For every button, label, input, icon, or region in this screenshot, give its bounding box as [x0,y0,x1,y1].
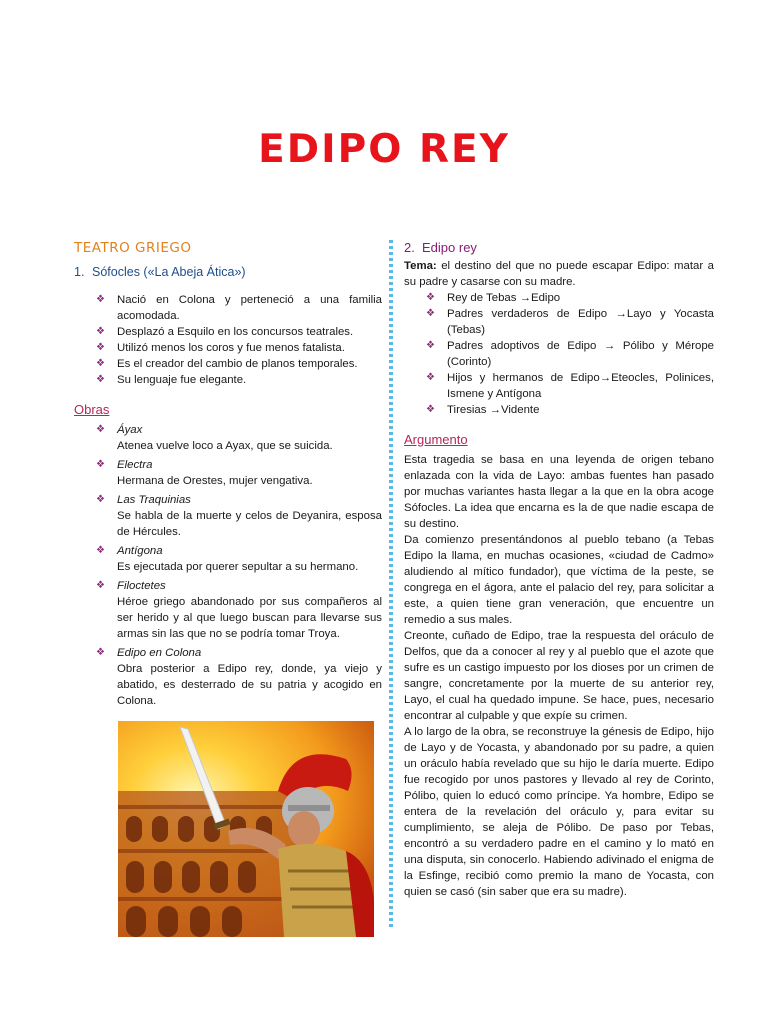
argumento-paragraph: Creonte, cuñado de Edipo, trae la respuesta del oráculo de Delfos, que da a conocer al rey y al pueblo que el azote que sufre es un castigo impuesto por los dioses por un crimen de sangre, concretamente por la muerte de su anterior rey, Layo, el cual ha quedado impune. Se hace, pues, necesario encontrar al culpable y que expíe su crimen. [404,630,714,722]
diamond-bullet-icon: ❖ [96,647,105,658]
list-item [74,457,382,473]
list-item [74,543,382,559]
diamond-bullet-icon: ❖ [96,358,105,369]
list-item [74,578,382,594]
tema-text: el destino del que no puede escapar Edipo: matar a su padre y casarse con su madre. [404,260,714,288]
diamond-bullet-icon: ❖ [426,292,435,303]
list-item: ❖ Tiresias →Vidente [426,404,540,416]
heading-text: Edipo rey [422,240,477,255]
argumento-body [404,452,714,900]
roman-soldier-colosseum-illustration [118,721,374,937]
work-title: Edipo en Colona [117,647,202,659]
subsection-title-obras: Obras [74,402,110,417]
edipo-bullet-list [404,290,714,418]
work-title: Filoctetes [117,580,166,592]
page-title: EDIPO REY [258,127,510,172]
diamond-bullet-icon: ❖ [96,580,105,591]
work-description: Atenea vuelve loco a Ayax, que se suicida. [117,440,333,452]
section-title-teatro-griego: TEATRO GRIEGO [74,240,192,256]
list-item: ❖ Desplazó a Esquilo en los concursos teatrales. [96,326,354,338]
diamond-bullet-icon: ❖ [426,308,435,319]
diamond-bullet-icon: ❖ [426,404,435,415]
argumento-paragraph: Da comienzo presentándonos al pueblo tebano (a Tebas Edipo la llama, en muchas ocasiones, «ciudad de Cadmo» aludiendo al mítico fundador), que víctima de la peste, se congrega en el ágora, ante el palacio del rey, para solicitar a este, a quien tiene gran veneración, que encuentre un remedio a sus males. [404,534,714,626]
work-description: Se habla de la muerte y celos de Deyanira, esposa de Hércules. [117,510,382,538]
obras-list [74,578,382,594]
list-item: ❖ Padres adoptivos de Edipo → Pólibo y Mérope (Corinto) [426,340,714,368]
column-divider [389,240,393,930]
list-item: ❖ Nació en Colona y perteneció a una familia acomodada. [96,294,382,322]
list-item [74,645,382,661]
obras-list [74,457,382,473]
list-item: ❖ Es el creador del cambio de planos temporales. [96,358,358,370]
obras-list [74,543,382,559]
list-item: ❖ Su lenguaje fue elegante. [96,374,247,386]
tema-label: Tema: [404,260,437,272]
obras-list [74,422,382,438]
work-description: Hermana de Orestes, mujer vengativa. [117,475,313,487]
heading-text: Sófocles («La Abeja Ática») [92,265,246,279]
work-description: Es ejecutada por querer sepultar a su hermano. [117,561,359,573]
list-item: ❖ Utilizó menos los coros y fue menos fatalista. [96,342,345,354]
tema-paragraph [404,258,714,290]
diamond-bullet-icon: ❖ [96,342,105,353]
work-description: Obra posterior a Edipo rey, donde, ya viejo y abatido, es desterrado de su patria y acogido en Colona. [117,663,382,707]
heading-sofocles [74,264,382,280]
obras-list [74,492,382,508]
list-item: ❖ Padres verdaderos de Edipo →Layo y Yocasta (Tebas) [426,308,714,336]
diamond-bullet-icon: ❖ [96,424,105,435]
work-description: Héroe griego abandonado por sus compañeros al ser herido y al que luego buscan para llevarse sus armas sin las que no se podría tomar Troya. [117,596,382,640]
diamond-bullet-icon: ❖ [96,545,105,556]
illustration-svg [118,721,374,937]
list-item: ❖ Rey de Tebas →Edipo [426,292,561,304]
diamond-bullet-icon: ❖ [96,374,105,385]
list-item [74,492,382,508]
work-title: Antígona [117,545,163,557]
diamond-bullet-icon: ❖ [96,494,105,505]
left-column [74,240,382,937]
list-item: ❖ Hijos y hermanos de Edipo→Eteocles, Polinices, Ismene y Antígona [426,372,714,400]
heading-edipo-rey [404,240,714,256]
work-title: Electra [117,459,153,471]
argumento-paragraph: A lo largo de la obra, se reconstruye la génesis de Edipo, hijo de Layo y de Yocasta, y abandonado por su padre, a quien un oráculo había revelado que su hijo le daría muerte. Edipo fue recogido por unos pastores y llevado al rey de Corinto, Pólibo, quien lo educó como príncipe. Ya hombre, Edipo se entera de la revelación del oráculo y, para evitar su cumplimiento, se aleja de Pólibo. De paso por Tebas, encontró a su verdadero padre en el camino y lo mató en una disputa, sin conocerlo. Habiendo adivinado el enigma de la Esfinge, recibió como premio la mano de Yocasta, con quien se casó (sin saber que era su madre). [404,726,714,898]
heading-number: 1. [74,265,85,279]
diamond-bullet-icon: ❖ [96,326,105,337]
diamond-bullet-icon: ❖ [96,294,105,305]
obras-list [74,645,382,661]
work-title: Áyax [117,424,143,436]
list-item [74,422,382,438]
diamond-bullet-icon: ❖ [426,340,435,351]
diamond-bullet-icon: ❖ [426,372,435,383]
work-title: Las Traquinias [117,494,191,506]
heading-number: 2. [404,240,415,255]
right-column [404,240,714,900]
sofocles-bullet-list [74,292,382,388]
diamond-bullet-icon: ❖ [96,459,105,470]
argumento-paragraph: Esta tragedia se basa en una leyenda de origen tebano enlazada con la vida de Layo: ambas fuentes han pasado por muchas variantes hasta llegar a la que en la obra acoge Sófocles. La idea que encarna es la de que nadie escapa de su destino. [404,454,714,530]
subsection-title-argumento: Argumento [404,432,468,447]
